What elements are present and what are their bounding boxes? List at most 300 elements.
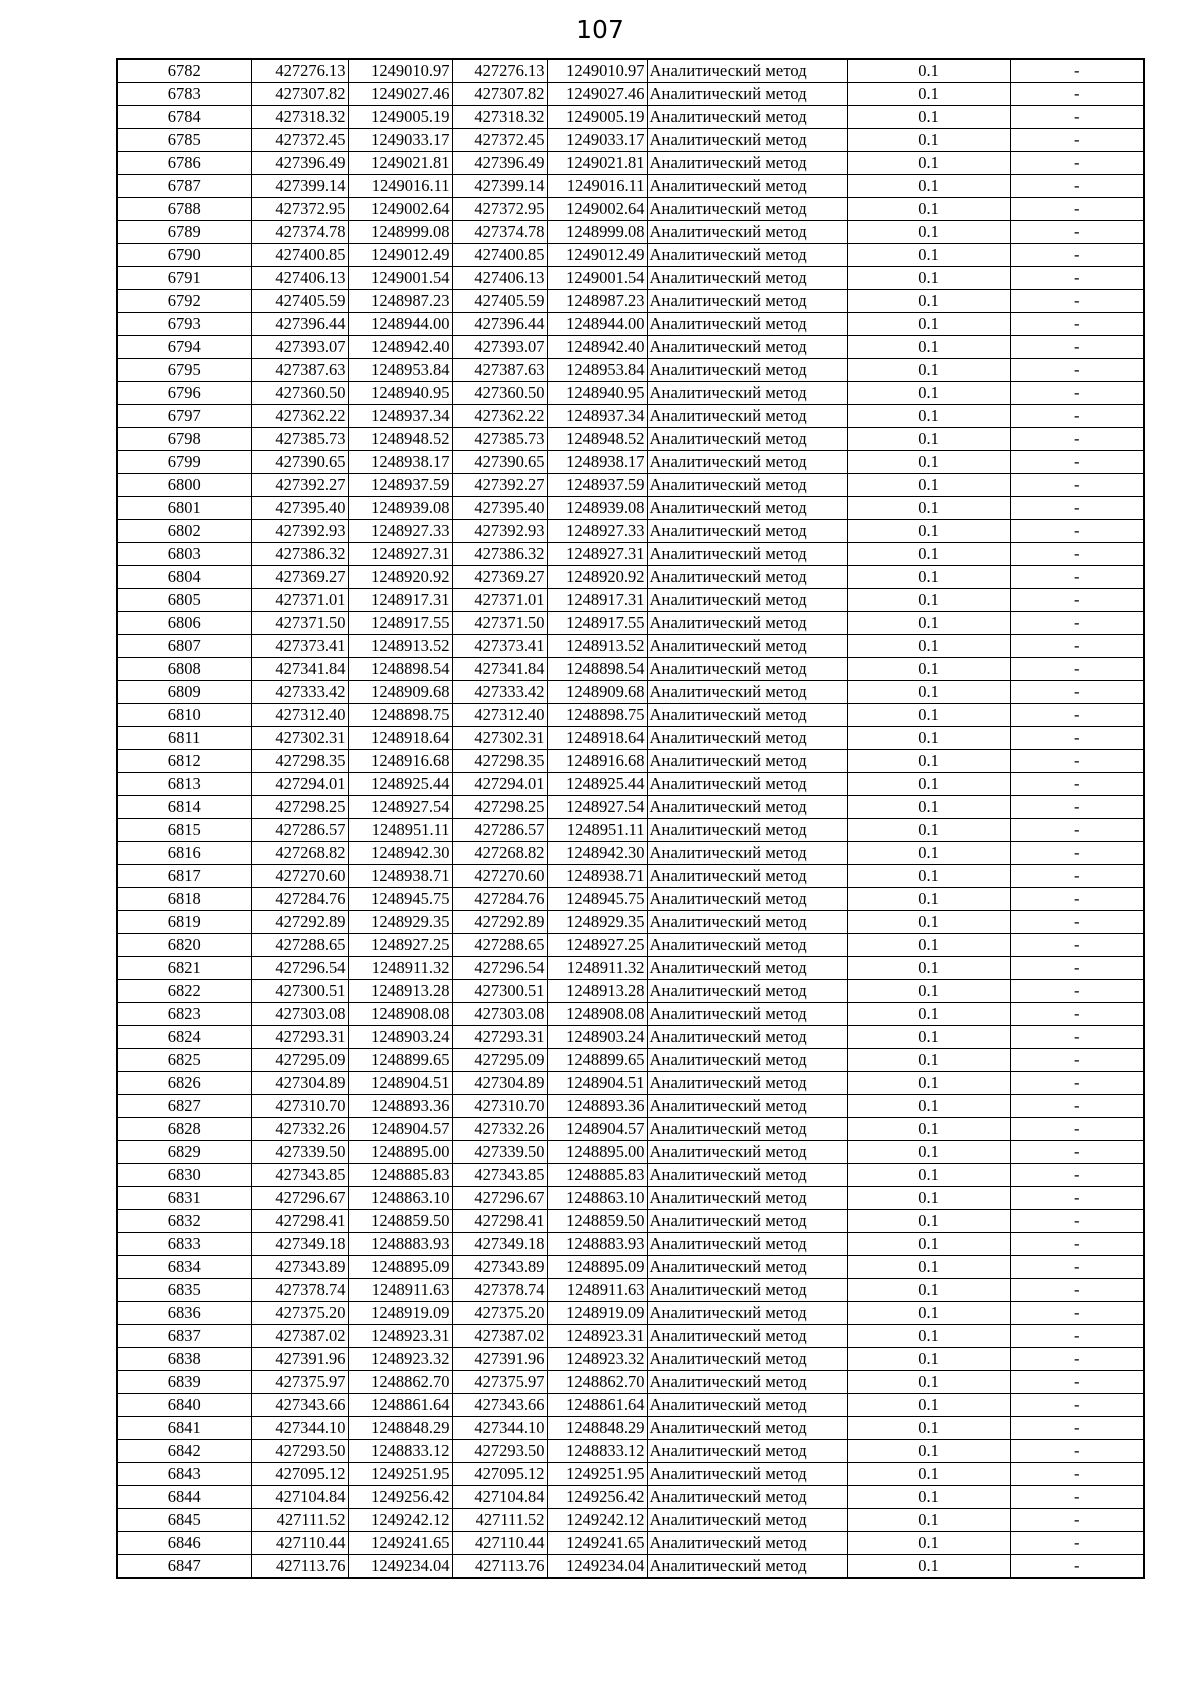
table-row [117, 727, 1144, 750]
method-cell: Аналитический метод [647, 635, 847, 658]
method-cell: Аналитический метод [647, 198, 847, 221]
table-row [117, 1026, 1144, 1049]
x-new-cell: 427392.93 [452, 520, 547, 543]
y-new-cell: 1248904.51 [547, 1072, 647, 1095]
accuracy-cell: 0.1 [847, 313, 1010, 336]
y-old-cell: 1249242.12 [348, 1509, 452, 1532]
y-new-cell: 1248913.52 [547, 635, 647, 658]
accuracy-cell: 0.1 [847, 520, 1010, 543]
method-cell: Аналитический метод [647, 543, 847, 566]
accuracy-cell: 0.1 [847, 1095, 1010, 1118]
note-cell: - [1010, 796, 1144, 819]
accuracy-cell: 0.1 [847, 198, 1010, 221]
x-old-cell: 427400.85 [251, 244, 348, 267]
note-cell: - [1010, 888, 1144, 911]
y-new-cell: 1249021.81 [547, 152, 647, 175]
accuracy-cell: 0.1 [847, 1210, 1010, 1233]
x-new-cell: 427300.51 [452, 980, 547, 1003]
accuracy-cell: 0.1 [847, 934, 1010, 957]
y-new-cell: 1248909.68 [547, 681, 647, 704]
point-number-cell: 6832 [117, 1210, 251, 1233]
method-cell: Аналитический метод [647, 1210, 847, 1233]
method-cell: Аналитический метод [647, 336, 847, 359]
method-cell: Аналитический метод [647, 658, 847, 681]
point-number-cell: 6804 [117, 566, 251, 589]
table-row [117, 566, 1144, 589]
x-old-cell: 427304.89 [251, 1072, 348, 1095]
x-old-cell: 427372.45 [251, 129, 348, 152]
table-row [117, 221, 1144, 244]
y-old-cell: 1248940.95 [348, 382, 452, 405]
point-number-cell: 6826 [117, 1072, 251, 1095]
method-cell: Аналитический метод [647, 1394, 847, 1417]
method-cell: Аналитический метод [647, 1003, 847, 1026]
note-cell: - [1010, 658, 1144, 681]
note-cell: - [1010, 1463, 1144, 1486]
y-old-cell: 1248942.30 [348, 842, 452, 865]
method-cell: Аналитический метод [647, 244, 847, 267]
y-old-cell: 1248895.00 [348, 1141, 452, 1164]
method-cell: Аналитический метод [647, 290, 847, 313]
y-old-cell: 1248944.00 [348, 313, 452, 336]
note-cell: - [1010, 267, 1144, 290]
x-new-cell: 427095.12 [452, 1463, 547, 1486]
accuracy-cell: 0.1 [847, 1463, 1010, 1486]
x-old-cell: 427373.41 [251, 635, 348, 658]
note-cell: - [1010, 589, 1144, 612]
x-new-cell: 427292.89 [452, 911, 547, 934]
y-old-cell: 1248863.10 [348, 1187, 452, 1210]
point-number-cell: 6824 [117, 1026, 251, 1049]
accuracy-cell: 0.1 [847, 405, 1010, 428]
accuracy-cell: 0.1 [847, 359, 1010, 382]
point-number-cell: 6801 [117, 497, 251, 520]
y-old-cell: 1248923.32 [348, 1348, 452, 1371]
y-old-cell: 1249251.95 [348, 1463, 452, 1486]
x-new-cell: 427298.25 [452, 796, 547, 819]
accuracy-cell: 0.1 [847, 1026, 1010, 1049]
y-old-cell: 1248861.64 [348, 1394, 452, 1417]
y-new-cell: 1249010.97 [547, 59, 647, 83]
y-new-cell: 1248945.75 [547, 888, 647, 911]
y-old-cell: 1248903.24 [348, 1026, 452, 1049]
accuracy-cell: 0.1 [847, 911, 1010, 934]
point-number-cell: 6828 [117, 1118, 251, 1141]
method-cell: Аналитический метод [647, 819, 847, 842]
method-cell: Аналитический метод [647, 1141, 847, 1164]
y-old-cell: 1248919.09 [348, 1302, 452, 1325]
point-number-cell: 6789 [117, 221, 251, 244]
accuracy-cell: 0.1 [847, 888, 1010, 911]
y-new-cell: 1249251.95 [547, 1463, 647, 1486]
x-new-cell: 427395.40 [452, 497, 547, 520]
y-old-cell: 1248909.68 [348, 681, 452, 704]
table-row [117, 1325, 1144, 1348]
x-old-cell: 427374.78 [251, 221, 348, 244]
y-new-cell: 1249002.64 [547, 198, 647, 221]
x-new-cell: 427110.44 [452, 1532, 547, 1555]
y-old-cell: 1248883.93 [348, 1233, 452, 1256]
note-cell: - [1010, 1003, 1144, 1026]
method-cell: Аналитический метод [647, 1486, 847, 1509]
x-new-cell: 427307.82 [452, 83, 547, 106]
table-row [117, 934, 1144, 957]
method-cell: Аналитический метод [647, 842, 847, 865]
table-row [117, 796, 1144, 819]
x-new-cell: 427372.95 [452, 198, 547, 221]
y-old-cell: 1248927.33 [348, 520, 452, 543]
x-old-cell: 427296.54 [251, 957, 348, 980]
point-number-cell: 6802 [117, 520, 251, 543]
y-new-cell: 1248938.17 [547, 451, 647, 474]
accuracy-cell: 0.1 [847, 750, 1010, 773]
note-cell: - [1010, 428, 1144, 451]
note-cell: - [1010, 1325, 1144, 1348]
x-old-cell: 427349.18 [251, 1233, 348, 1256]
page-number: 107 [576, 15, 624, 44]
point-number-cell: 6798 [117, 428, 251, 451]
x-new-cell: 427276.13 [452, 59, 547, 83]
y-old-cell: 1248987.23 [348, 290, 452, 313]
y-new-cell: 1248927.33 [547, 520, 647, 543]
note-cell: - [1010, 1026, 1144, 1049]
point-number-cell: 6793 [117, 313, 251, 336]
point-number-cell: 6833 [117, 1233, 251, 1256]
x-new-cell: 427302.31 [452, 727, 547, 750]
x-old-cell: 427375.97 [251, 1371, 348, 1394]
x-new-cell: 427288.65 [452, 934, 547, 957]
note-cell: - [1010, 59, 1144, 83]
x-new-cell: 427268.82 [452, 842, 547, 865]
method-cell: Аналитический метод [647, 405, 847, 428]
accuracy-cell: 0.1 [847, 1371, 1010, 1394]
y-new-cell: 1248833.12 [547, 1440, 647, 1463]
note-cell: - [1010, 1049, 1144, 1072]
y-old-cell: 1248918.64 [348, 727, 452, 750]
x-new-cell: 427303.08 [452, 1003, 547, 1026]
point-number-cell: 6810 [117, 704, 251, 727]
method-cell: Аналитический метод [647, 1279, 847, 1302]
point-number-cell: 6834 [117, 1256, 251, 1279]
note-cell: - [1010, 1095, 1144, 1118]
y-old-cell: 1248917.55 [348, 612, 452, 635]
note-cell: - [1010, 313, 1144, 336]
point-number-cell: 6814 [117, 796, 251, 819]
point-number-cell: 6836 [117, 1302, 251, 1325]
point-number-cell: 6844 [117, 1486, 251, 1509]
note-cell: - [1010, 1279, 1144, 1302]
x-new-cell: 427293.31 [452, 1026, 547, 1049]
x-new-cell: 427333.42 [452, 681, 547, 704]
point-number-cell: 6800 [117, 474, 251, 497]
accuracy-cell: 0.1 [847, 106, 1010, 129]
table-row [117, 497, 1144, 520]
table-row [117, 1233, 1144, 1256]
y-old-cell: 1248938.17 [348, 451, 452, 474]
point-number-cell: 6822 [117, 980, 251, 1003]
point-number-cell: 6842 [117, 1440, 251, 1463]
x-old-cell: 427113.76 [251, 1555, 348, 1579]
method-cell: Аналитический метод [647, 175, 847, 198]
x-new-cell: 427387.63 [452, 359, 547, 382]
x-new-cell: 427332.26 [452, 1118, 547, 1141]
note-cell: - [1010, 635, 1144, 658]
y-new-cell: 1248863.10 [547, 1187, 647, 1210]
x-old-cell: 427343.66 [251, 1394, 348, 1417]
table-row [117, 405, 1144, 428]
table-row [117, 658, 1144, 681]
x-old-cell: 427295.09 [251, 1049, 348, 1072]
accuracy-cell: 0.1 [847, 543, 1010, 566]
method-cell: Аналитический метод [647, 1095, 847, 1118]
point-number-cell: 6843 [117, 1463, 251, 1486]
note-cell: - [1010, 1302, 1144, 1325]
note-cell: - [1010, 773, 1144, 796]
y-old-cell: 1249033.17 [348, 129, 452, 152]
table-body [117, 59, 1144, 1578]
y-old-cell: 1248917.31 [348, 589, 452, 612]
accuracy-cell: 0.1 [847, 635, 1010, 658]
x-new-cell: 427392.27 [452, 474, 547, 497]
table-row [117, 267, 1144, 290]
x-old-cell: 427362.22 [251, 405, 348, 428]
method-cell: Аналитический метод [647, 681, 847, 704]
point-number-cell: 6821 [117, 957, 251, 980]
method-cell: Аналитический метод [647, 1049, 847, 1072]
point-number-cell: 6785 [117, 129, 251, 152]
note-cell: - [1010, 1371, 1144, 1394]
method-cell: Аналитический метод [647, 1509, 847, 1532]
point-number-cell: 6806 [117, 612, 251, 635]
x-old-cell: 427303.08 [251, 1003, 348, 1026]
note-cell: - [1010, 865, 1144, 888]
y-new-cell: 1249016.11 [547, 175, 647, 198]
y-new-cell: 1248927.31 [547, 543, 647, 566]
x-old-cell: 427339.50 [251, 1141, 348, 1164]
method-cell: Аналитический метод [647, 474, 847, 497]
y-new-cell: 1248925.44 [547, 773, 647, 796]
note-cell: - [1010, 382, 1144, 405]
y-new-cell: 1249256.42 [547, 1486, 647, 1509]
y-new-cell: 1248899.65 [547, 1049, 647, 1072]
accuracy-cell: 0.1 [847, 589, 1010, 612]
y-new-cell: 1248895.09 [547, 1256, 647, 1279]
table-row [117, 865, 1144, 888]
y-old-cell: 1248939.08 [348, 497, 452, 520]
table-row [117, 612, 1144, 635]
x-new-cell: 427349.18 [452, 1233, 547, 1256]
accuracy-cell: 0.1 [847, 497, 1010, 520]
accuracy-cell: 0.1 [847, 1394, 1010, 1417]
x-new-cell: 427298.35 [452, 750, 547, 773]
y-new-cell: 1248898.75 [547, 704, 647, 727]
accuracy-cell: 0.1 [847, 1417, 1010, 1440]
x-new-cell: 427312.40 [452, 704, 547, 727]
x-old-cell: 427341.84 [251, 658, 348, 681]
y-old-cell: 1248913.52 [348, 635, 452, 658]
x-old-cell: 427312.40 [251, 704, 348, 727]
method-cell: Аналитический метод [647, 1348, 847, 1371]
accuracy-cell: 0.1 [847, 865, 1010, 888]
x-old-cell: 427268.82 [251, 842, 348, 865]
x-old-cell: 427344.10 [251, 1417, 348, 1440]
accuracy-cell: 0.1 [847, 1049, 1010, 1072]
method-cell: Аналитический метод [647, 727, 847, 750]
accuracy-cell: 0.1 [847, 1164, 1010, 1187]
y-old-cell: 1248859.50 [348, 1210, 452, 1233]
y-old-cell: 1248893.36 [348, 1095, 452, 1118]
method-cell: Аналитический метод [647, 267, 847, 290]
y-old-cell: 1248953.84 [348, 359, 452, 382]
y-old-cell: 1249021.81 [348, 152, 452, 175]
y-old-cell: 1248916.68 [348, 750, 452, 773]
y-new-cell: 1249242.12 [547, 1509, 647, 1532]
note-cell: - [1010, 152, 1144, 175]
accuracy-cell: 0.1 [847, 129, 1010, 152]
accuracy-cell: 0.1 [847, 1555, 1010, 1579]
table-row [117, 957, 1144, 980]
method-cell: Аналитический метод [647, 1187, 847, 1210]
x-old-cell: 427385.73 [251, 428, 348, 451]
x-new-cell: 427373.41 [452, 635, 547, 658]
table-row [117, 336, 1144, 359]
note-cell: - [1010, 1072, 1144, 1095]
x-old-cell: 427293.50 [251, 1440, 348, 1463]
accuracy-cell: 0.1 [847, 1302, 1010, 1325]
table-row [117, 474, 1144, 497]
x-old-cell: 427095.12 [251, 1463, 348, 1486]
x-old-cell: 427298.25 [251, 796, 348, 819]
y-new-cell: 1249027.46 [547, 83, 647, 106]
table-row [117, 1141, 1144, 1164]
accuracy-cell: 0.1 [847, 1348, 1010, 1371]
y-new-cell: 1248916.68 [547, 750, 647, 773]
note-cell: - [1010, 957, 1144, 980]
x-old-cell: 427284.76 [251, 888, 348, 911]
y-old-cell: 1248923.31 [348, 1325, 452, 1348]
x-new-cell: 427374.78 [452, 221, 547, 244]
method-cell: Аналитический метод [647, 934, 847, 957]
x-old-cell: 427387.63 [251, 359, 348, 382]
x-old-cell: 427288.65 [251, 934, 348, 957]
note-cell: - [1010, 520, 1144, 543]
y-old-cell: 1249001.54 [348, 267, 452, 290]
y-new-cell: 1248859.50 [547, 1210, 647, 1233]
table-row [117, 106, 1144, 129]
y-new-cell: 1248953.84 [547, 359, 647, 382]
table-row [117, 152, 1144, 175]
x-old-cell: 427399.14 [251, 175, 348, 198]
accuracy-cell: 0.1 [847, 658, 1010, 681]
x-old-cell: 427406.13 [251, 267, 348, 290]
method-cell: Аналитический метод [647, 589, 847, 612]
table-row [117, 589, 1144, 612]
x-old-cell: 427378.74 [251, 1279, 348, 1302]
point-number-cell: 6790 [117, 244, 251, 267]
y-new-cell: 1248883.93 [547, 1233, 647, 1256]
x-new-cell: 427375.20 [452, 1302, 547, 1325]
note-cell: - [1010, 911, 1144, 934]
table-row [117, 1279, 1144, 1302]
y-old-cell: 1249234.04 [348, 1555, 452, 1579]
y-new-cell: 1249001.54 [547, 267, 647, 290]
point-number-cell: 6805 [117, 589, 251, 612]
y-new-cell: 1248948.52 [547, 428, 647, 451]
point-number-cell: 6792 [117, 290, 251, 313]
y-old-cell: 1249005.19 [348, 106, 452, 129]
table-row [117, 750, 1144, 773]
accuracy-cell: 0.1 [847, 681, 1010, 704]
note-cell: - [1010, 106, 1144, 129]
note-cell: - [1010, 1394, 1144, 1417]
y-new-cell: 1248923.31 [547, 1325, 647, 1348]
method-cell: Аналитический метод [647, 1072, 847, 1095]
y-new-cell: 1248918.64 [547, 727, 647, 750]
y-new-cell: 1248920.92 [547, 566, 647, 589]
table-row [117, 1256, 1144, 1279]
note-cell: - [1010, 612, 1144, 635]
note-cell: - [1010, 244, 1144, 267]
note-cell: - [1010, 1486, 1144, 1509]
x-new-cell: 427387.02 [452, 1325, 547, 1348]
x-new-cell: 427113.76 [452, 1555, 547, 1579]
note-cell: - [1010, 1187, 1144, 1210]
table-row [117, 1417, 1144, 1440]
point-number-cell: 6807 [117, 635, 251, 658]
method-cell: Аналитический метод [647, 1302, 847, 1325]
y-new-cell: 1248895.00 [547, 1141, 647, 1164]
method-cell: Аналитический метод [647, 796, 847, 819]
table-row [117, 83, 1144, 106]
table-row [117, 1003, 1144, 1026]
note-cell: - [1010, 290, 1144, 313]
point-number-cell: 6835 [117, 1279, 251, 1302]
method-cell: Аналитический метод [647, 1164, 847, 1187]
accuracy-cell: 0.1 [847, 612, 1010, 635]
y-new-cell: 1249241.65 [547, 1532, 647, 1555]
accuracy-cell: 0.1 [847, 842, 1010, 865]
y-old-cell: 1249012.49 [348, 244, 452, 267]
accuracy-cell: 0.1 [847, 980, 1010, 1003]
point-number-cell: 6815 [117, 819, 251, 842]
table-row [117, 1187, 1144, 1210]
method-cell: Аналитический метод [647, 1256, 847, 1279]
x-new-cell: 427393.07 [452, 336, 547, 359]
x-old-cell: 427405.59 [251, 290, 348, 313]
accuracy-cell: 0.1 [847, 290, 1010, 313]
y-old-cell: 1249256.42 [348, 1486, 452, 1509]
y-old-cell: 1248898.54 [348, 658, 452, 681]
point-number-cell: 6846 [117, 1532, 251, 1555]
accuracy-cell: 0.1 [847, 1279, 1010, 1302]
x-old-cell: 427371.50 [251, 612, 348, 635]
y-old-cell: 1248945.75 [348, 888, 452, 911]
x-new-cell: 427104.84 [452, 1486, 547, 1509]
point-number-cell: 6787 [117, 175, 251, 198]
point-number-cell: 6818 [117, 888, 251, 911]
table-row [117, 773, 1144, 796]
note-cell: - [1010, 221, 1144, 244]
y-old-cell: 1249002.64 [348, 198, 452, 221]
note-cell: - [1010, 566, 1144, 589]
method-cell: Аналитический метод [647, 382, 847, 405]
method-cell: Аналитический метод [647, 59, 847, 83]
note-cell: - [1010, 1440, 1144, 1463]
y-new-cell: 1248862.70 [547, 1371, 647, 1394]
x-new-cell: 427396.44 [452, 313, 547, 336]
y-old-cell: 1249016.11 [348, 175, 452, 198]
x-old-cell: 427375.20 [251, 1302, 348, 1325]
